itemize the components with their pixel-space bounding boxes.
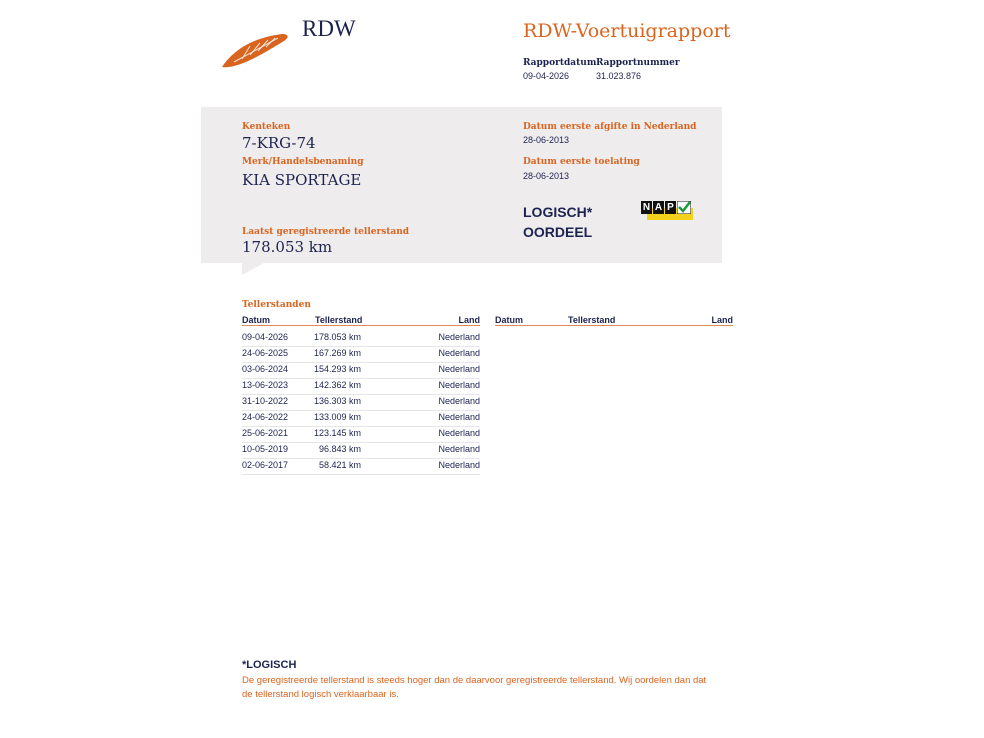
verdict-line-1: LOGISCH* xyxy=(523,204,593,220)
row-country: Nederland xyxy=(438,428,480,438)
col-date-header-2: Datum xyxy=(495,315,524,325)
col-date-header: Datum xyxy=(242,315,271,325)
row-odometer: 96.843 km xyxy=(318,444,361,454)
row-date: 24-06-2025 xyxy=(242,348,289,358)
col-country-header: Land xyxy=(458,315,480,325)
report-date-label: Rapportdatum xyxy=(523,58,597,68)
make-label: Merk/Handelsbenaming xyxy=(242,157,364,167)
report-title: RDW-Voertuigrapport xyxy=(523,20,731,42)
row-date: 25-06-2021 xyxy=(242,428,289,438)
nap-logo xyxy=(641,201,693,221)
row-divider xyxy=(242,346,480,347)
odometer-label: Laatst geregistreerde tellerstand xyxy=(242,227,410,237)
row-date: 24-06-2022 xyxy=(242,412,289,422)
row-odometer: 178.053 km xyxy=(313,332,361,342)
row-country: Nederland xyxy=(438,460,480,470)
readings-title: Tellerstanden xyxy=(242,300,311,310)
header-underline-left xyxy=(242,325,480,326)
row-divider xyxy=(242,474,480,475)
first-issue-nl-label: Datum eerste afgifte in Nederland xyxy=(523,122,697,132)
row-odometer: 58.421 km xyxy=(318,460,361,470)
row-divider xyxy=(242,410,480,411)
row-country: Nederland xyxy=(438,412,480,422)
row-date: 09-04-2026 xyxy=(242,332,289,342)
footnote-title: *LOGISCH xyxy=(242,659,297,671)
odometer-value: 178.053 km xyxy=(242,238,333,256)
row-country: Nederland xyxy=(438,348,480,358)
row-date: 10-05-2019 xyxy=(242,444,289,454)
nap-letter-p: P xyxy=(665,201,676,214)
panel-notch xyxy=(242,263,264,275)
report-number-label: Rapportnummer xyxy=(596,58,680,68)
row-country: Nederland xyxy=(438,396,480,406)
header-underline-right xyxy=(495,325,733,326)
row-odometer: 167.269 km xyxy=(313,348,361,358)
row-country: Nederland xyxy=(438,364,480,374)
row-date: 02-06-2017 xyxy=(242,460,289,470)
check-icon xyxy=(677,201,691,214)
nap-letter-a: A xyxy=(654,202,663,213)
row-divider xyxy=(242,426,480,427)
plate-value: 7-KRG-74 xyxy=(242,134,316,152)
row-divider xyxy=(242,362,480,363)
first-admission-label: Datum eerste toelating xyxy=(523,157,640,167)
row-odometer: 142.362 km xyxy=(313,380,361,390)
row-country: Nederland xyxy=(438,444,480,454)
row-odometer: 136.303 km xyxy=(313,396,361,406)
plate-label: Kenteken xyxy=(242,122,291,132)
rdw-logo xyxy=(220,32,292,70)
report-date: 09-04-2026 xyxy=(523,71,570,81)
row-divider xyxy=(242,378,480,379)
verdict-line-2: OORDEEL xyxy=(523,224,593,240)
footnote-text: De geregistreerde tellerstand is steeds hoger dan de daarvoor geregistreerde tellerstand. Wij oordelen dan dat de tellerstand logisch verklaarbaar is. xyxy=(242,675,707,700)
verdict xyxy=(523,202,592,242)
row-odometer: 123.145 km xyxy=(313,428,361,438)
row-divider xyxy=(242,458,480,459)
row-country: Nederland xyxy=(438,332,480,342)
nap-letter-n: N xyxy=(642,202,651,213)
row-odometer: 133.009 km xyxy=(313,412,361,422)
row-odometer: 154.293 km xyxy=(313,364,361,374)
make-value: KIA SPORTAGE xyxy=(242,171,362,189)
first-issue-nl-value: 28-06-2013 xyxy=(523,135,570,145)
row-date: 03-06-2024 xyxy=(242,364,289,374)
row-date: 13-06-2023 xyxy=(242,380,289,390)
brand-name: RDW xyxy=(302,16,356,41)
row-divider xyxy=(242,394,480,395)
col-odometer-header-2: Tellerstand xyxy=(568,315,616,325)
col-country-header-2: Land xyxy=(711,315,733,325)
first-admission-value: 28-06-2013 xyxy=(523,171,570,181)
row-country: Nederland xyxy=(438,380,480,390)
row-date: 31-10-2022 xyxy=(242,396,289,406)
col-odometer-header: Tellerstand xyxy=(315,315,363,325)
row-divider xyxy=(242,442,480,443)
report-number: 31.023.876 xyxy=(596,71,642,81)
